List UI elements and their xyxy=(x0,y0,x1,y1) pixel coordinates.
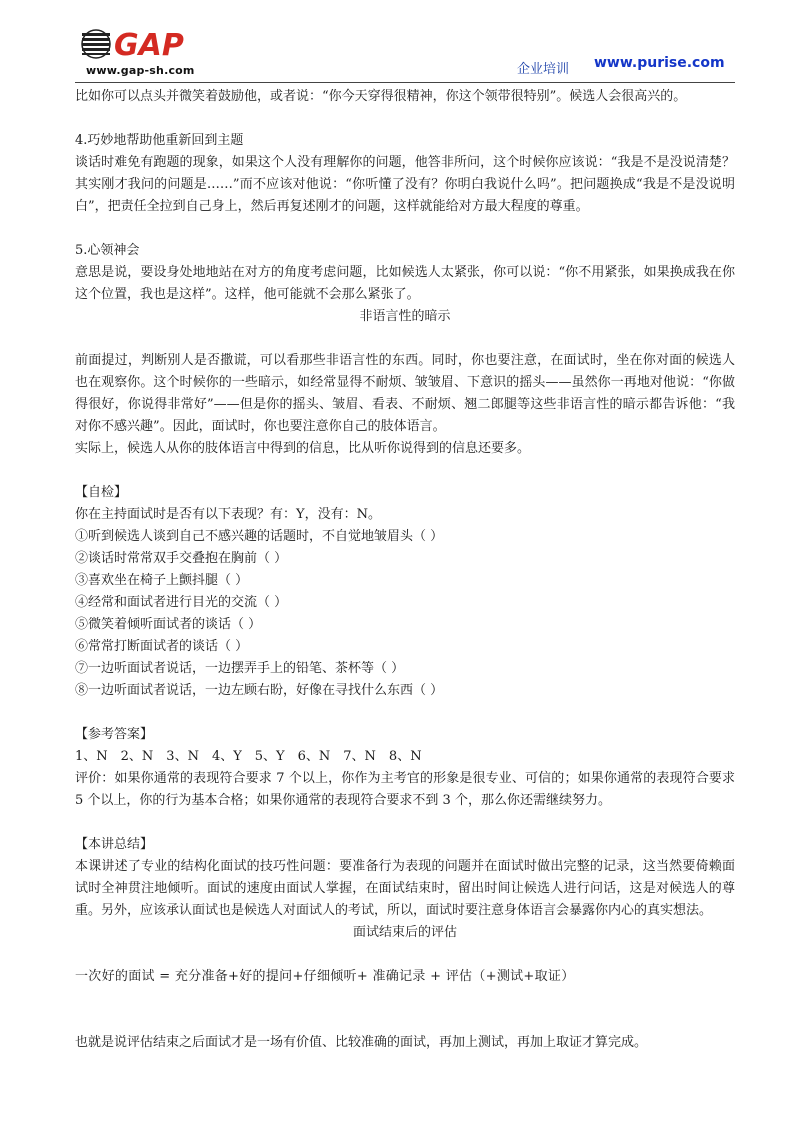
answers-line: 1、N 2、N 3、N 4、Y 5、Y 6、N 7、N 8、N xyxy=(75,749,422,764)
section-4-text: 谈话时难免有跑题的现象，如果这个人没有理解你的问题，他答非所问，这个时候你应该说：“我是不是没说清楚？其实刚才我问的问题是……”而不应该对他说：“你听懂了没有？你明白我说什么吗”。把问题换成“我是不是没说明白”，把责任全拉到自己身上，然后再复述刚才的问题，这样就能给对方最大程度的尊重。 xyxy=(75,155,735,214)
selfcheck-item: ③喜欢坐在椅子上颤抖腿（ ） xyxy=(75,573,249,588)
header-divider xyxy=(75,82,735,83)
closing-line: 也就是说评估结束之后面试才是一场有价值、比较准确的面试，再加上测试，再加上取证才算完成。 xyxy=(75,1035,648,1050)
selfcheck-item: ⑦一边听面试者说话，一边摆弄手上的铅笔、茶杯等（ ） xyxy=(75,661,405,676)
svg-text:GAP: GAP xyxy=(114,28,184,63)
nonverbal-paragraph-1: 前面提过，判断别人是否撒谎，可以看那些非语言性的东西。同时，你也要注意，在面试时，坐在你对面的候选人也在观察你。这个时候你的一些暗示，如经常显得不耐烦、皱皱眉、下意识的摇头——虽然你一再地对他说：“你做得很好，你说得非常好”——但是你的摇头、皱眉、看表、不耐烦、翘二郎腿等这些非语言性的暗示都告诉他：“我对你不感兴趣”。因此，面试时，你也要注意你自己的肢体语言。 xyxy=(75,353,735,434)
intro-line: 比如你可以点头并微笑着鼓励他，或者说：“你今天穿得很精神，你这个领带很特别”。候选人会很高兴的。 xyxy=(75,89,687,104)
training-link[interactable]: 企业培训 xyxy=(517,62,570,77)
logo-url: www.gap-sh.com xyxy=(86,64,195,77)
section-5-text: 意思是说，要设身处地地站在对方的角度考虑问题，比如候选人太紧张，你可以说：“你不用紧张，如果换成我在你这个位置，我也是这样”。这样，他可能就不会那么紧张了。 xyxy=(75,265,735,302)
page-header xyxy=(0,0,794,86)
summary-title: 【本讲总结】 xyxy=(75,837,154,852)
answers-evaluation: 评价：如果你通常的表现符合要求 7 个以上，你作为主考官的形象是很专业、可信的；如果你通常的表现符合要求 5 个以上，你的行为基本合格；如果你通常的表现符合要求不到 3 个，那么你还需继续努力。 xyxy=(75,771,735,808)
selfcheck-item: ①听到候选人谈到自己不感兴趣的话题时，不自觉地皱眉头（ ） xyxy=(75,529,444,544)
section-4-title: 4.巧妙地帮助他重新回到主题 xyxy=(75,133,244,148)
selfcheck-title: 【自检】 xyxy=(75,485,128,500)
selfcheck-item: ④经常和面试者进行目光的交流（ ） xyxy=(75,595,288,610)
selfcheck-item: ⑥常常打断面试者的谈话（ ） xyxy=(75,639,249,654)
selfcheck-item: ⑧一边听面试者说话，一边左顾右盼，好像在寻找什么东西（ ） xyxy=(75,683,444,698)
answers-title: 【参考答案】 xyxy=(75,727,154,742)
document-body xyxy=(75,86,735,1054)
selfcheck-item: ⑤微笑着倾听面试者的谈话（ ） xyxy=(75,617,262,632)
evaluation-heading: 面试结束后的评估 xyxy=(352,925,457,940)
nonverbal-paragraph-2: 实际上，候选人从你的肢体语言中得到的信息，比从听你说得到的信息还要多。 xyxy=(75,441,531,456)
selfcheck-intro: 你在主持面试时是否有以下表现？有：Y，没有：N。 xyxy=(75,507,381,522)
summary-text: 本课讲述了专业的结构化面试的技巧性问题：要准备行为表现的问题并在面试时做出完整的记录，这当然要倚赖面试时全神贯注地倾听。面试的速度由面试人掌握，在面试结束时，留出时间让候选人进行问话，这是对候选人的尊重。另外，应该承认面试也是候选人对面试人的考试，所以，面试时要注意身体语言会暴露你内心的真实想法。 xyxy=(75,859,735,918)
nonverbal-heading: 非语言性的暗示 xyxy=(359,309,451,324)
selfcheck-item: ②谈话时常常双手交叠抱在胸前（ ） xyxy=(75,551,288,566)
section-5-title: 5.心领神会 xyxy=(75,243,140,258)
interview-formula: 一次好的面试 = 充分准备+好的提问+仔细倾听+ 准确记录 + 评估（+测试+取证） xyxy=(75,969,575,984)
site-url-link[interactable]: www.purise.com xyxy=(594,55,725,71)
